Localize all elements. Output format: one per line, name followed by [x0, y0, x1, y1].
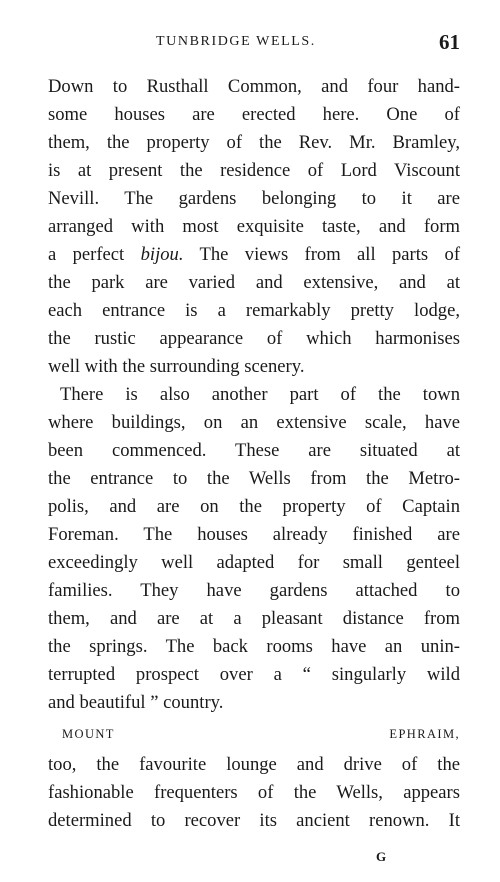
text-line: the park are varied and extensive, and at	[48, 272, 460, 293]
body-text	[48, 73, 460, 835]
text-line: well with the surrounding scenery.	[48, 356, 305, 377]
italic-word: bijou.	[140, 244, 184, 265]
text-line: Nevill. The gardens belonging to it are	[48, 188, 460, 209]
signature-mark: G	[376, 849, 387, 864]
running-title: TUNBRIDGE WELLS.	[156, 34, 316, 49]
text-line: Down to Rusthall Common, and four hand-	[48, 76, 460, 97]
text-line: fashionable frequenters of the Wells, appears	[48, 782, 460, 803]
text-segment: The views from all parts of	[183, 244, 461, 265]
text-line: the springs. The back rooms have an unin-	[48, 636, 460, 657]
text-line: exceedingly well adapted for small genteel	[48, 552, 460, 573]
text-line	[48, 241, 460, 269]
page-number: 61	[439, 30, 460, 54]
text-line: where buildings, on an extensive scale, have	[48, 412, 460, 433]
text-line: them, and are at a pleasant distance from	[48, 608, 460, 629]
text-line: them, the property of the Rev. Mr. Bramley,	[48, 132, 460, 153]
text-line: families. They have gardens attached to	[48, 580, 460, 601]
text-line: the rustic appearance of which harmonises	[48, 328, 460, 349]
text-line: and beautiful ” country.	[48, 692, 224, 713]
section-heading: MOUNT EPHRAIM,	[62, 727, 460, 741]
text-line: the entrance to the Wells from the Metro-	[48, 468, 460, 489]
running-head	[48, 30, 460, 54]
text-line: polis, and are on the property of Captain	[48, 496, 460, 517]
text-line: Foreman. The houses already finished are	[48, 524, 460, 545]
text-line: been commenced. These are situated at	[48, 440, 460, 461]
text-line: too, the favourite lounge and drive of the	[48, 754, 460, 775]
text-line: terrupted prospect over a “ singularly wild	[48, 664, 460, 685]
text-line: some houses are erected here. One of	[48, 104, 460, 125]
text-line: each entrance is a remarkably pretty lodge,	[48, 300, 460, 321]
text-line: There is also another part of the town	[60, 384, 460, 405]
text-line: is at present the residence of Lord Viscount	[48, 160, 460, 181]
text-segment: a perfect	[48, 244, 141, 265]
text-line: arranged with most exquisite taste, and form	[48, 216, 460, 237]
text-line: determined to recover its ancient renown. It	[48, 810, 460, 831]
